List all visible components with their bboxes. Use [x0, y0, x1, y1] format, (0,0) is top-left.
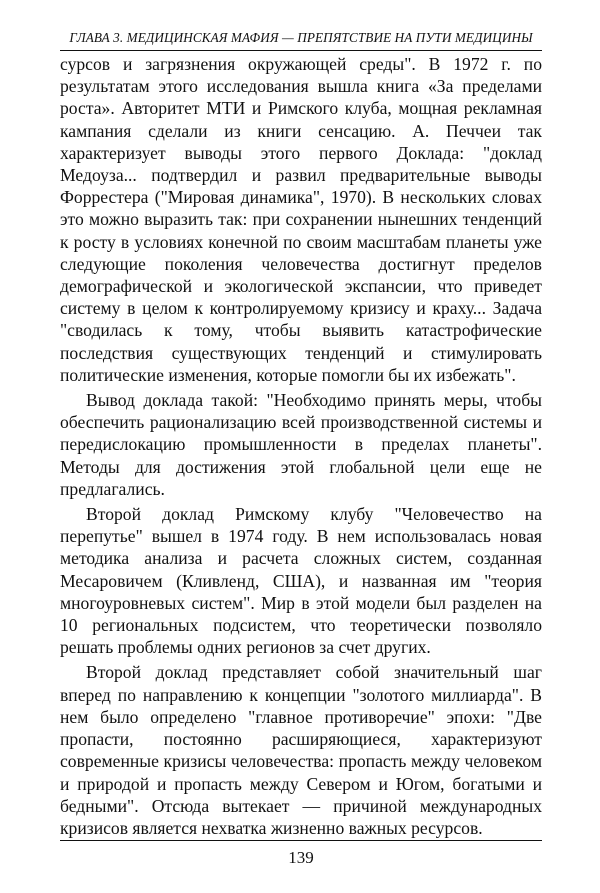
page: [60, 30, 542, 839]
paragraph-golden-billion: Второй доклад представляет собой значительный шаг вперед по направлению к концепции "золотого миллиарда". В нем было определено "главное противоречие" эпохи: "Две пропасти, постоянно расширяющиеся, характеризуют современные кризисы человечества: пропасть между человеком и природой и пропасть между Севером и Югом, богатыми и бедными". Отсюда вытекает — причиной международных кризисов является нехватка жизненно важных ресурсов.: [60, 662, 542, 838]
paragraph-continuation: сурсов и загрязнения окружающей среды". В 1972 г. по результатам этого исследования вышла книга «За пределами роста». Авторитет МТИ и Римского клуба, мощная рекламная кампания сделали из книги сенсацию. А. Печчеи так характеризует выводы этого первого Доклада: "доклад Медоуза... подтвердил и развил предварительные выводы Форрестера ("Мировая динамика", 1970). В нескольких словах это можно выразить так: при сохранении нынешних тенденций к росту в условиях конечной по своим масштабам планеты уже следующие поколения человечества достигнут пределов демографической и экологической экспансии, что приведет систему в целом к контролируемому кризису и краху... Задача "сводилась к тому, чтобы выявить катастрофические последствия существующих тенденций и стимулировать политические изменения, которые помогли бы их избежать".: [60, 54, 542, 385]
paragraph-conclusion: Вывод доклада такой: "Необходимо принять меры, чтобы обеспечить рационализацию всей производственной системы и передислокацию промышленности в пределах планеты". Методы для достижения этой глобальной цели еще не предлагались.: [60, 390, 542, 499]
running-header: ГЛАВА 3. МЕДИЦИНСКАЯ МАФИЯ — ПРЕПЯТСТВИЕ НА ПУТИ МЕДИЦИНЫ: [60, 30, 542, 51]
footer-rule: [60, 840, 542, 841]
page-number: 139: [288, 848, 314, 867]
body-text: [60, 53, 542, 839]
paragraph-second-report: Второй доклад Римскому клубу "Человечество на перепутье" вышел в 1974 году. В нем использовалась новая методика анализа и расчета сложных систем, созданная Месаровичем (Кливленд, США), и названная им "теория многоуровневых систем". Мир в этой модели был разделен на 10 региональных подсистем, что теоретически позволяло решать проблемы одних регионов за счет других.: [60, 504, 542, 658]
